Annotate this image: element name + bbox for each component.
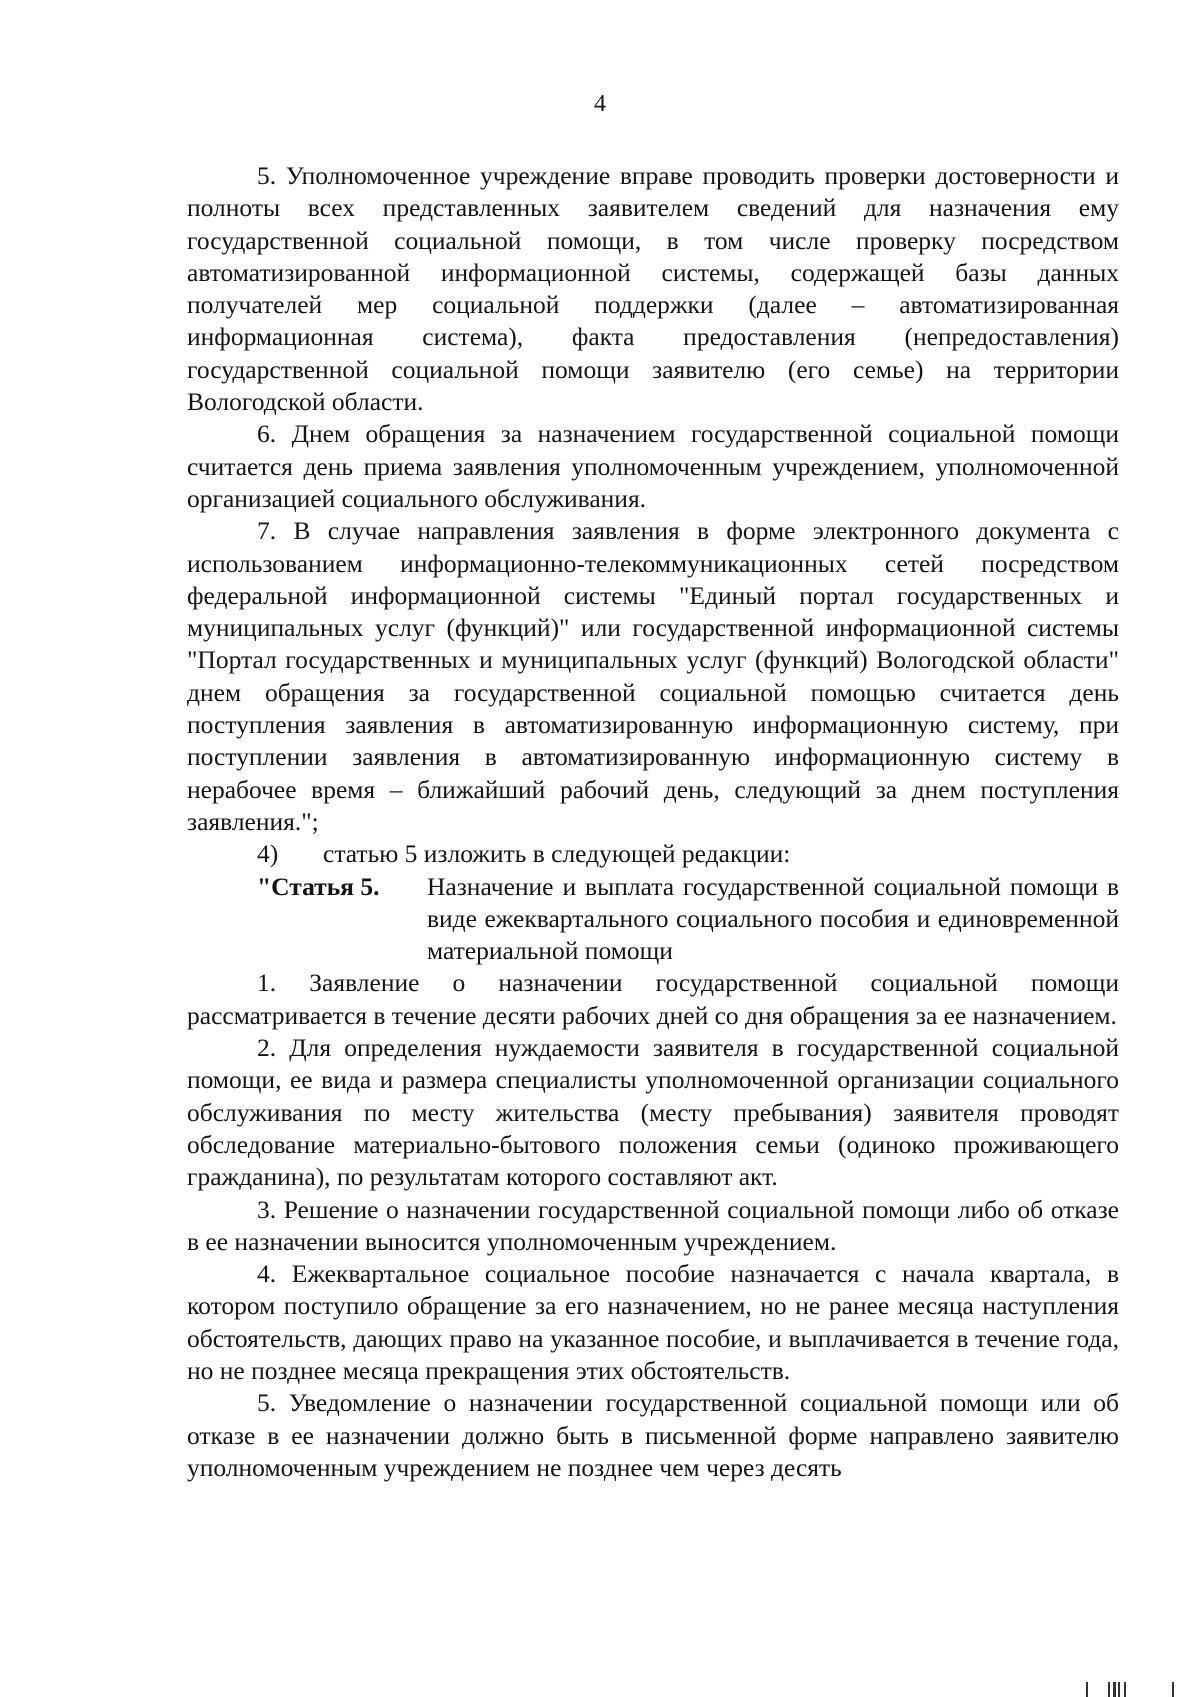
article-paragraph-4: 4. Ежеквартальное социальное пособие назначается с начала квартала, в котором поступило обращение за его назначением, но не ранее месяца наступления обстоятельств, дающих право на указанное пособие, и выплачивается в течение года, но не позднее месяца прекращения этих обстоятельств.	[187, 1259, 1119, 1385]
scan-edge-marks	[1086, 1682, 1176, 1697]
article-paragraph-2: 2. Для определения нуждаемости заявителя в государственной социальной помощи, ее вида и размера специалисты уполномоченной организации социального обслуживания по месту жительства (месту пребывания) заявителя проводят обследование материально-бытового положения семьи (одиноко проживающего гражданина), по результатам которого составляют акт.	[187, 1033, 1119, 1192]
article-label: "Статья 5.	[257, 871, 380, 901]
item-text: статью 5 изложить в следующей редакции:	[323, 839, 791, 869]
paragraph-5: 5. Уполномоченное учреждение вправе проводить проверки достоверности и полноты всех представленных заявителем сведений для назначения ему государственной социальной помощи, в том числе проверку посредством автоматизированной информационной системы, содержащей базы данных получателей мер социальной поддержки (далее – автоматизированная информационная система), факта предоставления (непредоставления) государственной социальной помощи заявителю (его семье) на территории Вологодской области.	[187, 161, 1119, 417]
article-paragraph-3: 3. Решение о назначении государственной социальной помощи либо об отказе в ее назначении выносится уполномоченным учреждением.	[187, 1194, 1119, 1256]
amendment-item-4	[187, 838, 1119, 870]
paragraph-7: 7. В случае направления заявления в форме электронного документа с использованием информационно-телекоммуникационных сетей посредством федеральной информационной системы "Единый портал государственных и муниципальных услуг (функций)" или государственной информационной системы "Портал государственных и муниципальных услуг (функций) Вологодской области" днем обращения за государственной социальной помощью считается день поступления заявления в автоматизированную информационную систему, при поступлении заявления в автоматизированную информационную систему в нерабочее время – ближайший рабочий день, следующий за днем поступления заявления.";	[187, 516, 1119, 836]
paragraph-6: 6. Днем обращения за назначением государственной социальной помощи считается день приема заявления уполномоченным учреждением, уполномоченной организацией социального обслуживания.	[187, 419, 1119, 513]
document-body	[187, 160, 1119, 1484]
page-number: 4	[594, 91, 606, 117]
article-title	[187, 871, 1119, 968]
item-number: 4)	[257, 839, 279, 869]
article-heading: Назначение и выплата государственной социальной помощи в виде ежеквартального социального пособия и единовременной материальной помощи	[427, 871, 1119, 966]
article-paragraph-5: 5. Уведомление о назначении государственной социальной помощи или об отказе в ее назначении должно быть в письменной форме направлено заявителю уполномоченным учреждением не позднее чем через десять	[187, 1388, 1119, 1482]
article-paragraph-1: 1. Заявление о назначении государственной социальной помощи рассматривается в течение десяти рабочих дней со дня обращения за ее назначением.	[187, 968, 1119, 1030]
